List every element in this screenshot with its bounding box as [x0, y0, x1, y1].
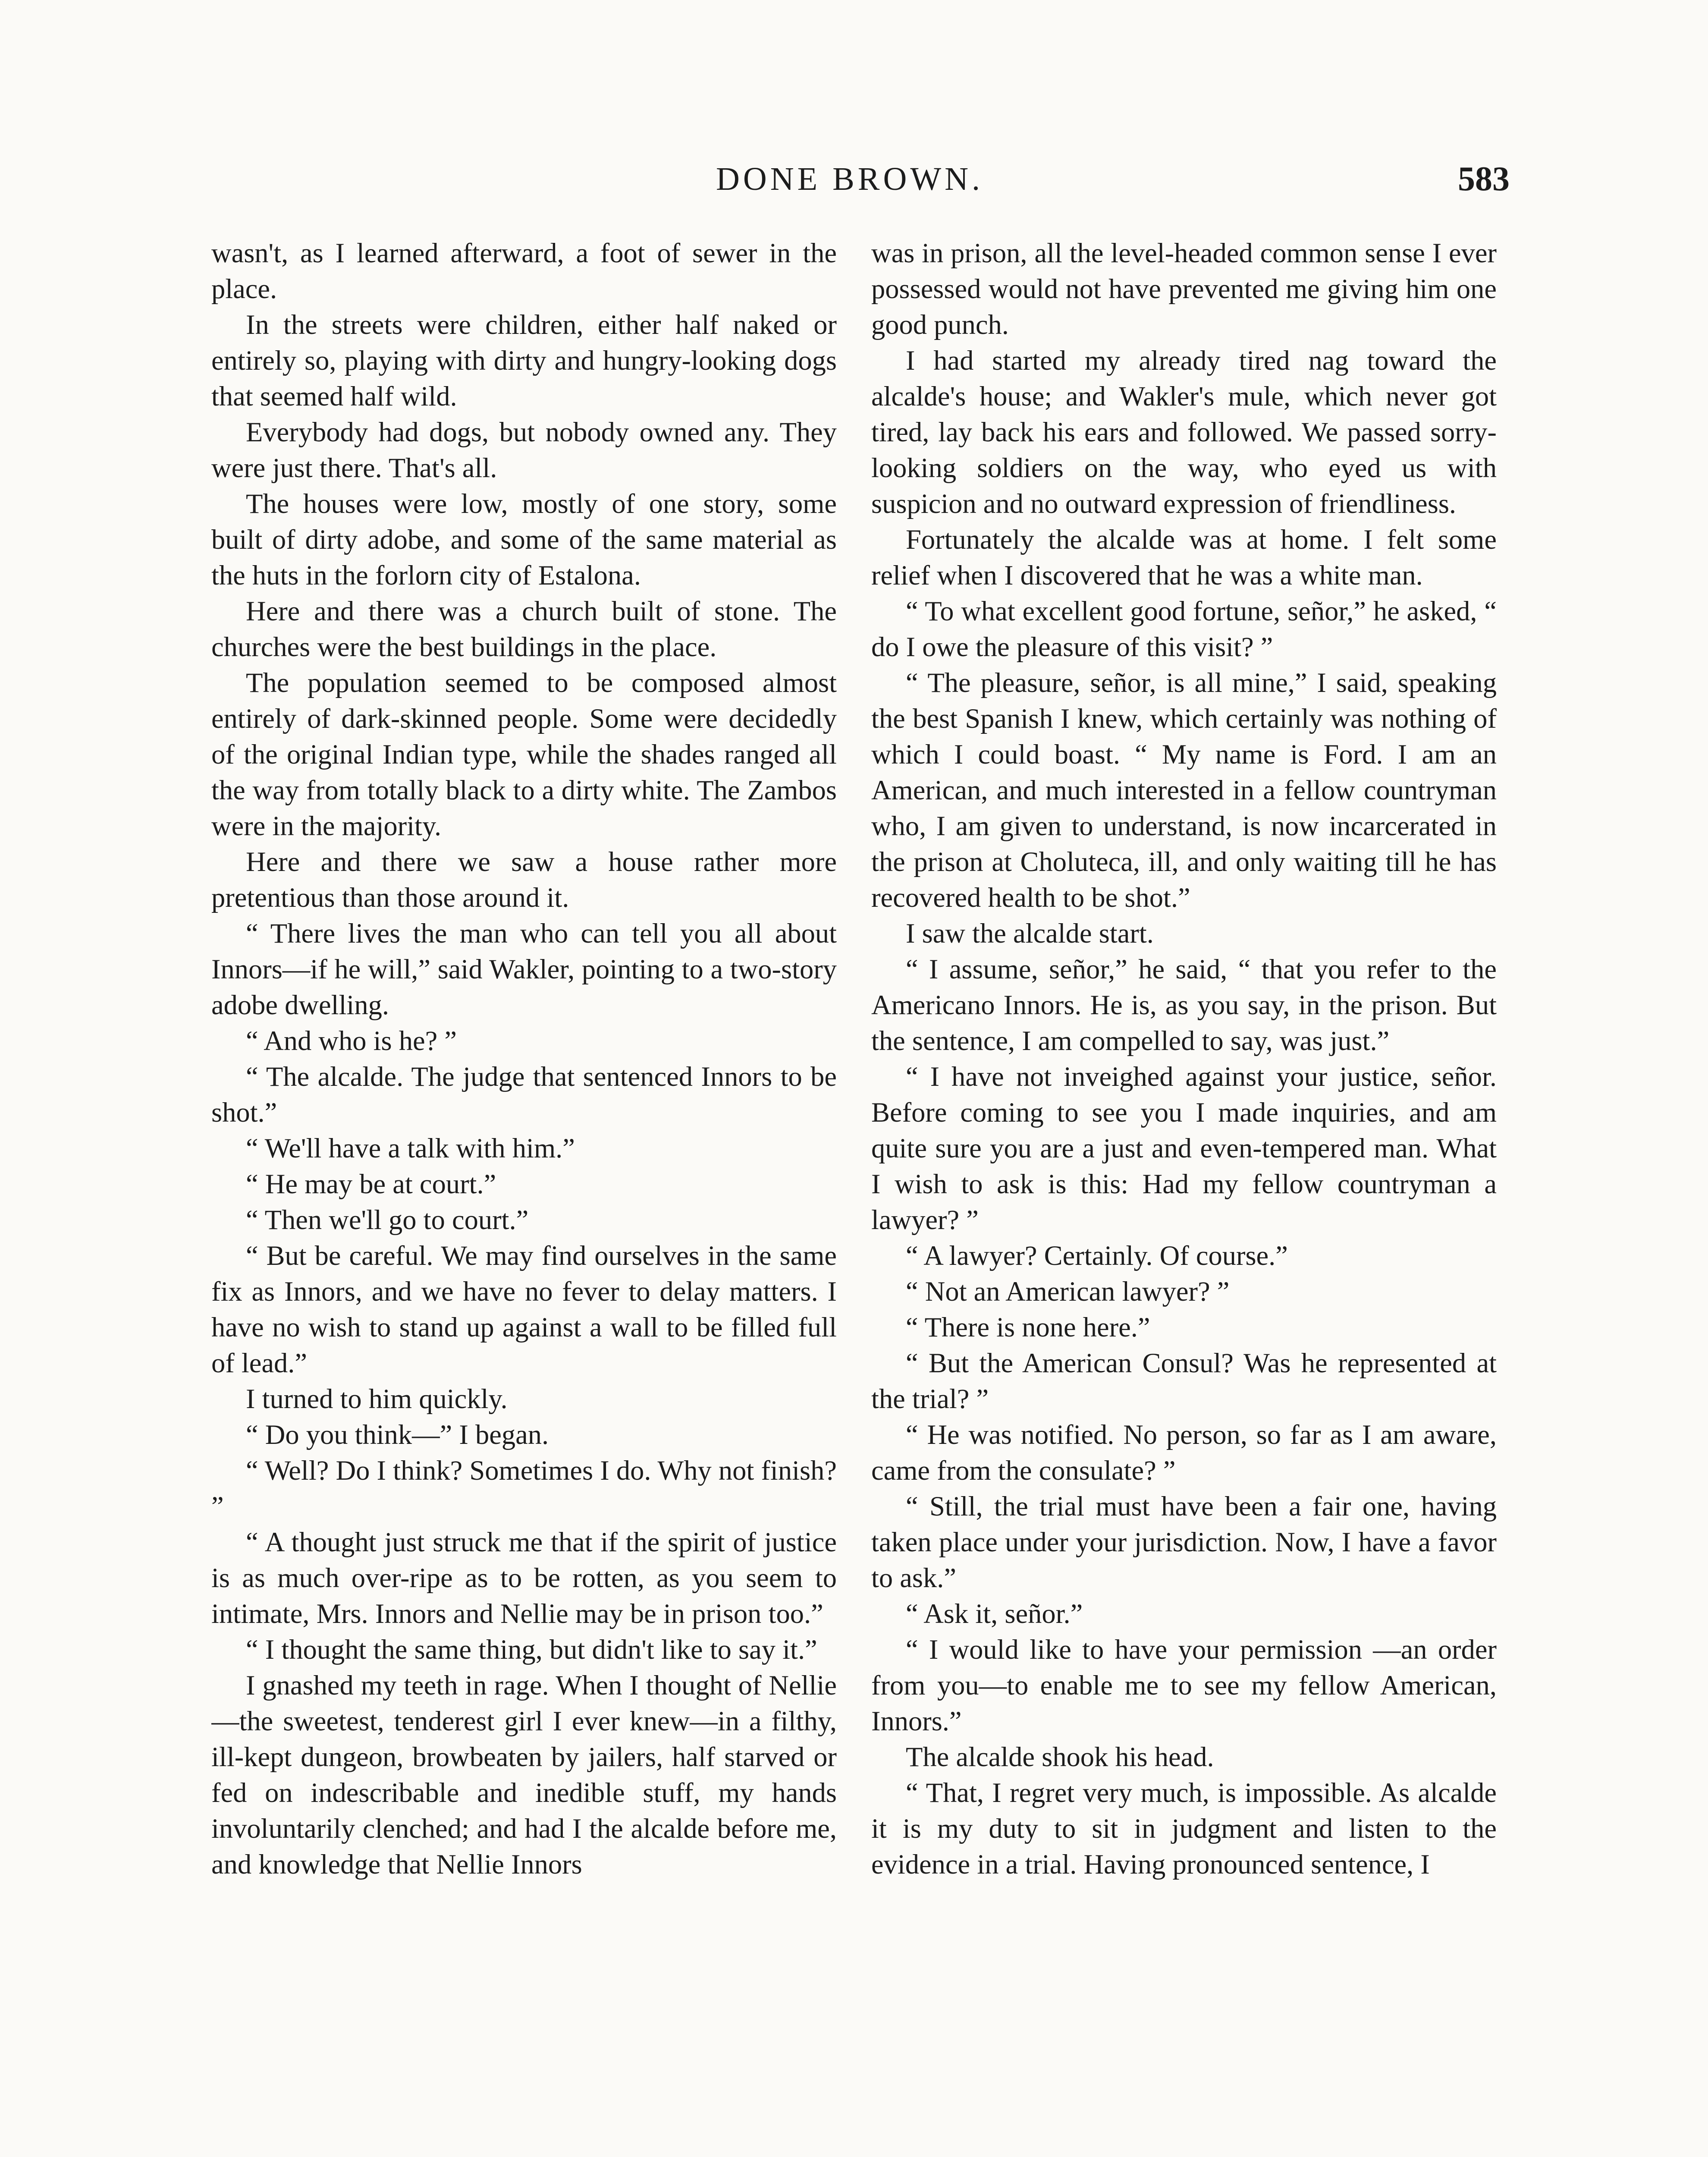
paragraph: “ But be careful. We may find ourselves in the same fix as Innors, and we have no fever to delay matters. I have no wish to stand up against a wall to be filled full of lead.” [211, 1240, 837, 1378]
paragraph: was in prison, all the level-headed common sense I ever possessed would not have prevented me giving him one good punch. [871, 238, 1497, 340]
paragraph: Fortunately the alcalde was at home. I felt some relief when I discovered that he was a white man. [871, 524, 1497, 591]
paragraph: “ But the American Consul? Was he represented at the trial? ” [871, 1348, 1497, 1414]
paragraph: “ A thought just struck me that if the spirit of justice is as much over-ripe as to be rotten, as you seem to intimate, Mrs. Innors and Nellie may be in prison too.” [211, 1527, 837, 1629]
paragraph: “ There lives the man who can tell you all about Innors—if he will,” said Wakler, pointing to a two-story adobe dwelling. [211, 918, 837, 1020]
paragraph: “ Then we'll go to court.” [246, 1204, 529, 1235]
paragraph: “ Still, the trial must have been a fair one, having taken place under your jurisdiction. Now, I have a favor to ask.” [871, 1491, 1497, 1593]
paragraph: “ He may be at court.” [246, 1169, 496, 1199]
paragraph: “ A lawyer? Certainly. Of course.” [906, 1240, 1288, 1271]
paragraph: I turned to him quickly. [246, 1383, 508, 1414]
paragraph: “ Ask it, señor.” [906, 1598, 1083, 1629]
paragraph: Here and there was a church built of stone. The churches were the best buildings in the place. [211, 596, 837, 662]
right-column [871, 235, 1497, 2157]
paragraph: “ And who is he? ” [246, 1025, 457, 1056]
page-number: 583 [1458, 160, 1510, 198]
paragraph: “ Well? Do I think? Sometimes I do. Why not finish? ” [211, 1455, 837, 1522]
running-head [0, 155, 1708, 203]
left-column [211, 235, 837, 2157]
paragraph: The alcalde shook his head. [906, 1742, 1214, 1772]
paragraph: I saw the alcalde start. [906, 918, 1154, 949]
paragraph: “ The pleasure, señor, is all mine,” I said, speaking the best Spanish I knew, which certainly was nothing of which I could boast. “ My name is Ford. I am an American, and much interested in a fellow countryman who, I am given to understand, is now incarcerated in the prison at Choluteca, ill, and only waiting till he has recovered health to be shot.” [871, 667, 1497, 913]
paragraph: I gnashed my teeth in rage. When I thought of Nellie—the sweetest, tenderest girl I ever knew—in a filthy, ill-kept dungeon, browbeaten by jailers, half starved or fed on indescribable and inedible stuff, my hands involuntarily clenched; and had I the alcalde before me, and knowledge that Nellie Innors [211, 1670, 837, 1880]
running-title: DONE BROWN. [716, 161, 983, 197]
paragraph: “ That, I regret very much, is impossible. As alcalde it is my duty to sit in judgment and listen to the evidence in a trial. Having pronounced sentence, I [871, 1777, 1497, 1880]
paragraph: “ I thought the same thing, but didn't like to say it.” [246, 1634, 817, 1665]
paragraph: “ To what excellent good fortune, señor,” he asked, “ do I owe the pleasure of this visit? ” [871, 596, 1497, 662]
paragraph: “ Not an American lawyer? ” [906, 1276, 1230, 1307]
paragraph: “ He was notified. No person, so far as I am aware, came from the consulate? ” [871, 1419, 1497, 1486]
paragraph: I had started my already tired nag toward the alcalde's house; and Wakler's mule, which never got tired, lay back his ears and followed. We passed sorry-looking soldiers on the way, who eyed us with suspicion and no outward expression of friendliness. [871, 345, 1497, 519]
paragraph: “ I would like to have your permission —an order from you—to enable me to see my fellow American, Innors.” [871, 1634, 1497, 1736]
paragraph: Everybody had dogs, but nobody owned any. They were just there. That's all. [211, 417, 837, 483]
paragraph: “ We'll have a talk with him.” [246, 1133, 575, 1163]
paragraph: “ The alcalde. The judge that sentenced Innors to be shot.” [211, 1061, 837, 1128]
paragraph: Here and there we saw a house rather more pretentious than those around it. [211, 846, 837, 913]
paragraph: “ I assume, señor,” he said, “ that you refer to the Americano Innors. He is, as you say, in the prison. But the sentence, I am compelled to say, was just.” [871, 954, 1497, 1056]
paragraph: “ I have not inveighed against your justice, señor. Before coming to see you I made inquiries, and am quite sure you are a just and even-tempered man. What I wish to ask is this: Had my fellow countryman a lawyer? ” [871, 1061, 1497, 1235]
paragraph: wasn't, as I learned afterward, a foot of sewer in the place. [211, 238, 837, 304]
paragraph: “ There is none here.” [906, 1312, 1150, 1343]
paragraph: The houses were low, mostly of one story, some built of dirty adobe, and some of the same material as the huts in the forlorn city of Estalona. [211, 488, 837, 591]
paragraph: The population seemed to be composed almost entirely of dark-skinned people. Some were decidedly of the original Indian type, while the shades ranged all the way from totally black to a dirty white. The Zambos were in the majority. [211, 667, 837, 841]
paragraph: “ Do you think—” I began. [246, 1419, 549, 1450]
paragraph: In the streets were children, either half naked or entirely so, playing with dirty and hungry-looking dogs that seemed half wild. [211, 309, 837, 412]
